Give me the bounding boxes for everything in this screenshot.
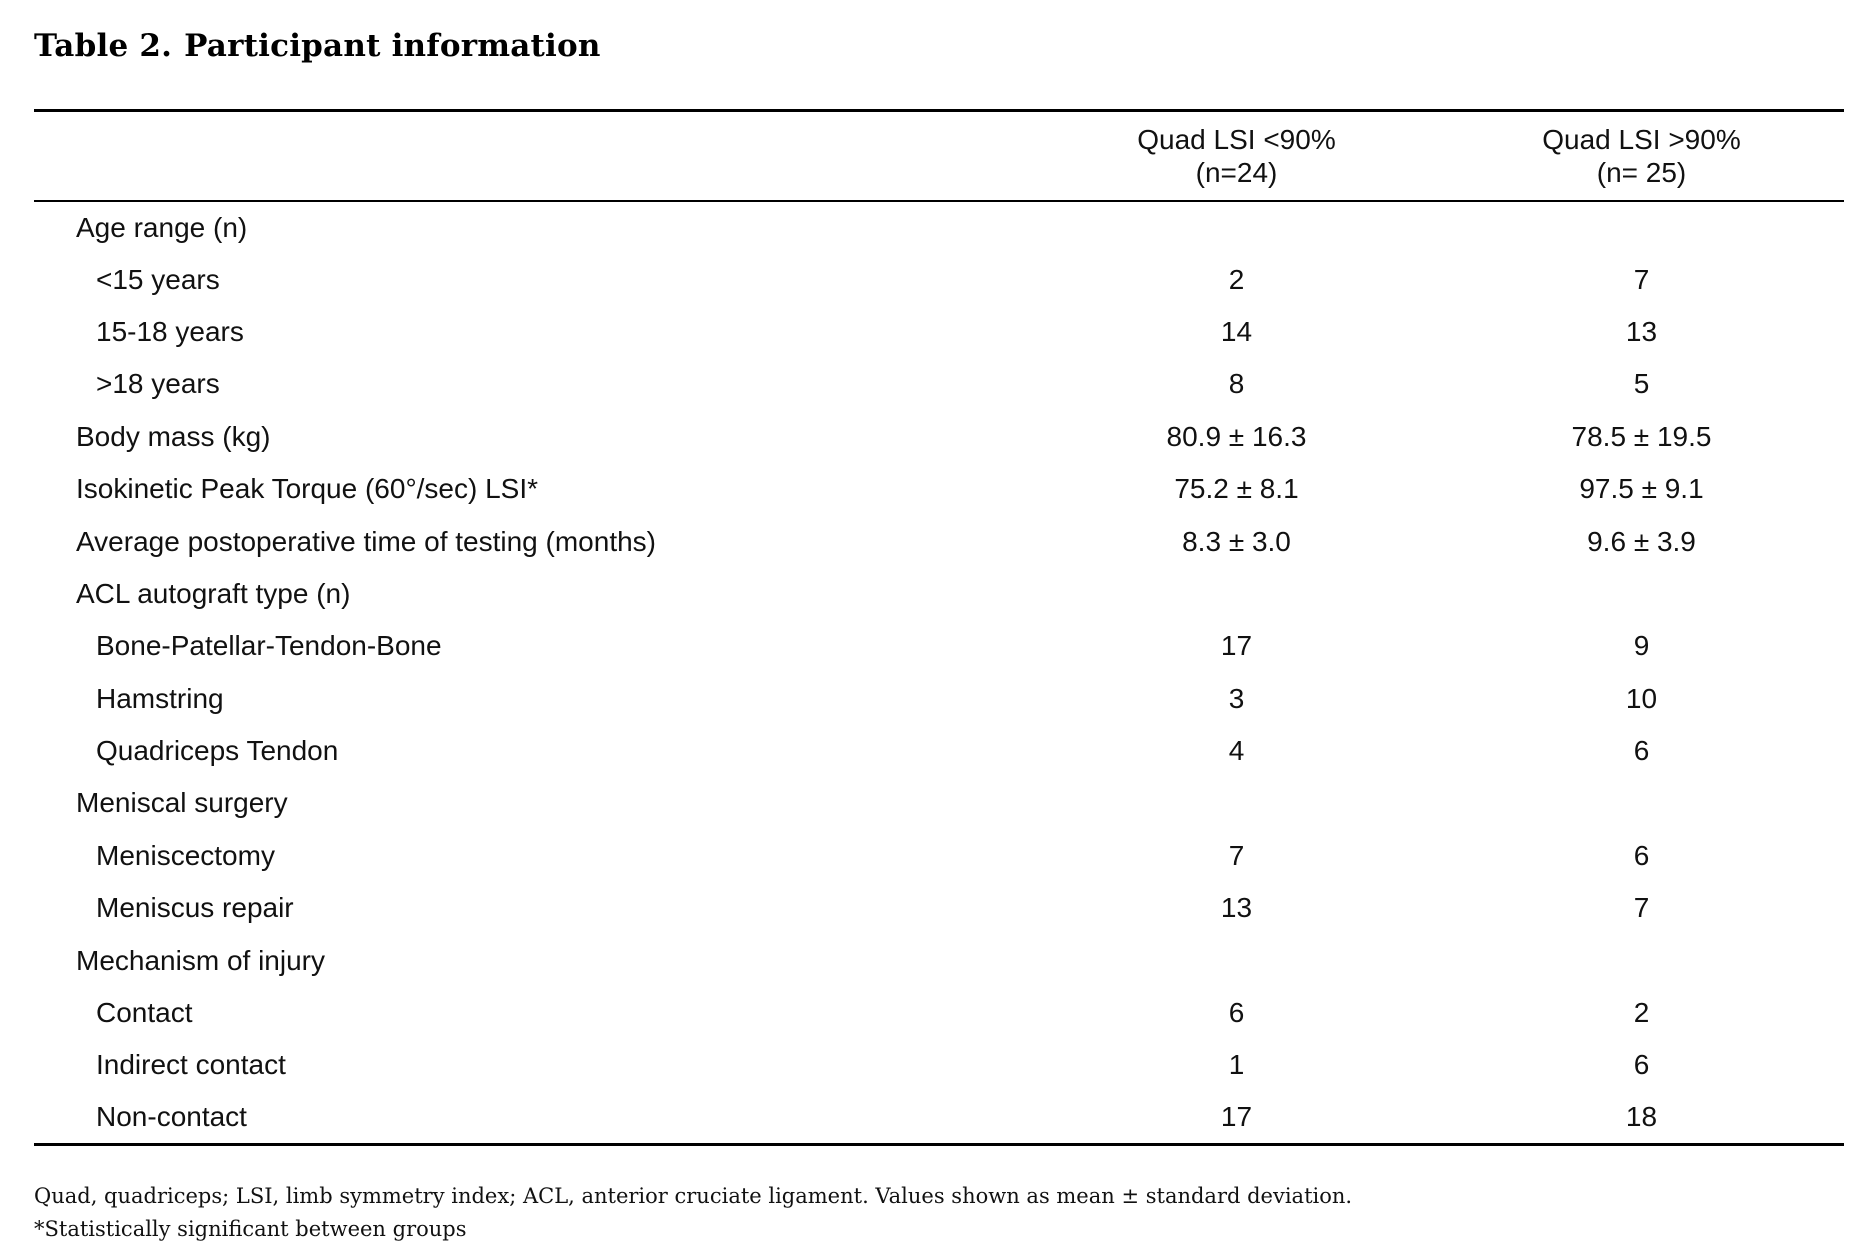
cell-quad-lsi-over-90: 2 <box>1633 997 1650 1029</box>
column-header-line: (n=24) <box>1195 157 1278 188</box>
table-row <box>34 253 1844 305</box>
table-row <box>34 411 1844 463</box>
cell-quad-lsi-over-90 <box>1439 201 1844 253</box>
table-row <box>34 830 1844 882</box>
row-category-label: ACL autograft type (n) <box>76 577 351 609</box>
row-category-label: Age range (n) <box>76 211 248 243</box>
footnote-significance: *Statistically significant between groups <box>34 1217 467 1241</box>
table-row <box>34 882 1844 934</box>
cell-quad-lsi-under-90: 4 <box>1228 735 1245 767</box>
cell-quad-lsi-over-90: 18 <box>1625 1101 1658 1133</box>
column-header-quad-lsi-over-90 <box>1439 111 1844 202</box>
table-row <box>34 515 1844 567</box>
table-caption <box>34 28 601 64</box>
cell-quad-lsi-under-90: 17 <box>1220 630 1253 662</box>
cell-quad-lsi-under-90: 8 <box>1228 368 1245 400</box>
cell-quad-lsi-under-90: 6 <box>1228 997 1245 1029</box>
column-header-line: Quad LSI >90% <box>1542 124 1741 155</box>
table-row <box>34 620 1844 672</box>
cell-quad-lsi-under-90 <box>1034 568 1439 620</box>
cell-quad-lsi-under-90 <box>1034 201 1439 253</box>
row-subcategory-label: Contact <box>96 997 193 1029</box>
cell-quad-lsi-under-90: 13 <box>1220 892 1253 924</box>
table-page <box>34 0 1844 1260</box>
table-row <box>34 777 1844 829</box>
table-caption-label: Table 2. <box>34 28 173 64</box>
table-row <box>34 725 1844 777</box>
row-category-label: Average postoperative time of testing (months) <box>76 525 657 557</box>
column-header-quad-lsi-under-90 <box>1034 111 1439 202</box>
cell-quad-lsi-over-90: 6 <box>1633 839 1650 871</box>
table-row <box>34 463 1844 515</box>
table-row <box>34 201 1844 253</box>
cell-quad-lsi-over-90: 97.5 ± 9.1 <box>1579 473 1704 505</box>
row-subcategory-label: Meniscus repair <box>96 892 294 924</box>
cell-quad-lsi-under-90: 17 <box>1220 1101 1253 1133</box>
row-category-label: Meniscal surgery <box>76 787 288 819</box>
cell-quad-lsi-under-90: 3 <box>1228 682 1245 714</box>
cell-quad-lsi-under-90 <box>1034 777 1439 829</box>
cell-quad-lsi-under-90 <box>1034 934 1439 986</box>
table-row <box>34 987 1844 1039</box>
table-row <box>34 358 1844 410</box>
column-header-line: (n= 25) <box>1596 157 1687 188</box>
header-row <box>34 111 1844 202</box>
cell-quad-lsi-over-90 <box>1439 934 1844 986</box>
cell-quad-lsi-over-90: 6 <box>1633 735 1650 767</box>
cell-quad-lsi-over-90: 5 <box>1633 368 1650 400</box>
row-category-label: Body mass (kg) <box>76 420 271 452</box>
row-subcategory-label: Hamstring <box>96 682 224 714</box>
table-row <box>34 1092 1844 1144</box>
table-body <box>34 201 1844 1144</box>
cell-quad-lsi-under-90: 75.2 ± 8.1 <box>1174 473 1299 505</box>
cell-quad-lsi-over-90 <box>1439 568 1844 620</box>
cell-quad-lsi-under-90: 1 <box>1228 1049 1245 1081</box>
row-subcategory-label: Indirect contact <box>96 1049 286 1081</box>
row-subcategory-label: 15-18 years <box>96 315 244 347</box>
cell-quad-lsi-under-90: 2 <box>1228 263 1245 295</box>
cell-quad-lsi-under-90: 14 <box>1220 315 1253 347</box>
table-caption-title: Participant information <box>184 28 601 64</box>
cell-quad-lsi-under-90: 80.9 ± 16.3 <box>1166 420 1307 452</box>
footnote-abbreviations: Quad, quadriceps; LSI, limb symmetry index; ACL, anterior cruciate ligament. Values shown as mean ± standard deviation. <box>34 1184 1353 1208</box>
cell-quad-lsi-under-90: 8.3 ± 3.0 <box>1182 525 1291 557</box>
row-category-label: Mechanism of injury <box>76 944 325 976</box>
stub-header <box>34 111 1034 202</box>
row-subcategory-label: >18 years <box>96 368 220 400</box>
table-row <box>34 568 1844 620</box>
cell-quad-lsi-under-90: 7 <box>1228 839 1245 871</box>
cell-quad-lsi-over-90: 7 <box>1633 263 1650 295</box>
cell-quad-lsi-over-90: 7 <box>1633 892 1650 924</box>
row-subcategory-label: Non-contact <box>96 1101 247 1133</box>
cell-quad-lsi-over-90: 10 <box>1625 682 1658 714</box>
cell-quad-lsi-over-90: 9.6 ± 3.9 <box>1587 525 1696 557</box>
row-subcategory-label: Meniscectomy <box>96 839 275 871</box>
cell-quad-lsi-over-90: 6 <box>1633 1049 1650 1081</box>
column-header-line: Quad LSI <90% <box>1137 124 1336 155</box>
cell-quad-lsi-over-90: 78.5 ± 19.5 <box>1571 420 1712 452</box>
row-subcategory-label: <15 years <box>96 263 220 295</box>
table-header <box>34 111 1844 202</box>
cell-quad-lsi-over-90: 9 <box>1633 630 1650 662</box>
cell-quad-lsi-over-90 <box>1439 777 1844 829</box>
table-row <box>34 306 1844 358</box>
row-category-label: Isokinetic Peak Torque (60°/sec) LSI* <box>76 473 539 505</box>
row-subcategory-label: Bone-Patellar-Tendon-Bone <box>96 630 442 662</box>
table-footnotes <box>34 1180 1352 1246</box>
table-row <box>34 1039 1844 1091</box>
row-subcategory-label: Quadriceps Tendon <box>96 735 339 767</box>
cell-quad-lsi-over-90: 13 <box>1625 315 1658 347</box>
participant-info-table <box>34 109 1844 1146</box>
table-row <box>34 934 1844 986</box>
table-row <box>34 673 1844 725</box>
